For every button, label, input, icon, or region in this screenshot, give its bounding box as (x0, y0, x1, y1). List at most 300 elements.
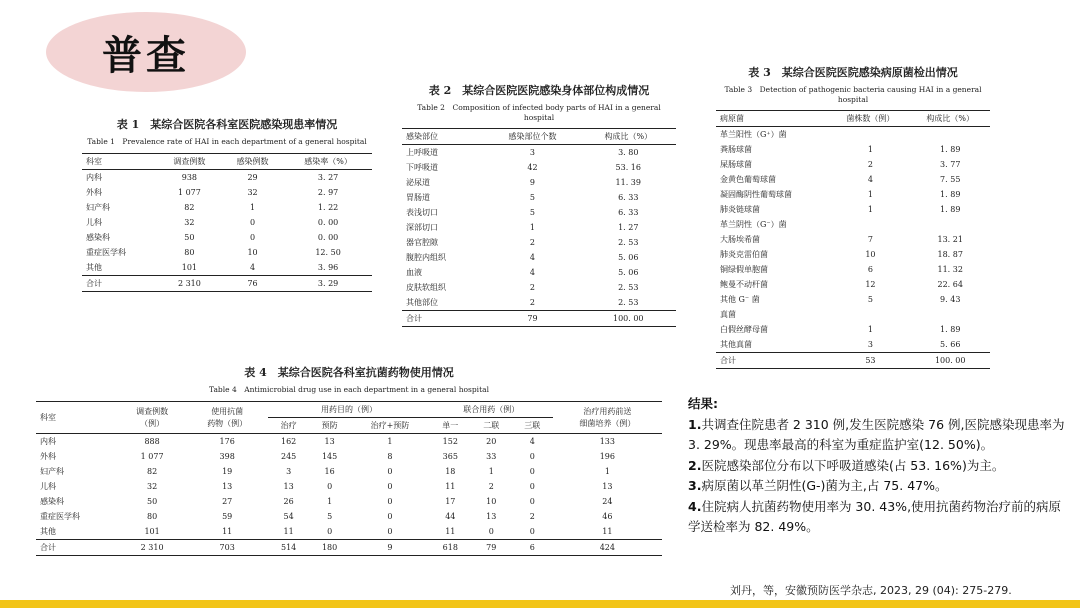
table-cell: 365 (442, 452, 458, 461)
table-cell: 妇产科 (40, 467, 64, 476)
table-cell: 5 (529, 193, 535, 202)
table-row (716, 127, 990, 143)
citation: 刘丹，等，安徽预防医学杂志, 2023, 29 (04): 275-279. (730, 584, 1012, 597)
table-row (716, 337, 990, 353)
table-cell: 17 (445, 497, 456, 506)
table-cell: 1 (529, 223, 535, 232)
table-row (716, 307, 990, 322)
table-cell: 儿科 (86, 218, 102, 227)
table-cell: 1 (867, 205, 873, 214)
table-cell: 其他真菌 (720, 340, 752, 349)
table-4-grid (36, 401, 662, 556)
table-cell: 10 (247, 248, 258, 257)
table-cell: 20 (486, 437, 497, 446)
table-1-header: 调查例数 (158, 154, 221, 170)
table-cell: 鲍曼不动杆菌 (720, 280, 768, 289)
table-cell: 10 (865, 250, 876, 259)
table-cell: 82 (184, 203, 195, 212)
result-number: 3. (688, 478, 702, 493)
table-cell: 29 (247, 173, 258, 182)
table-cell: 1 (867, 145, 873, 154)
table-cell: 4 (529, 437, 535, 446)
table-cell: 50 (146, 497, 158, 506)
table-cell: 145 (321, 452, 338, 461)
table-cell: 11. 39 (615, 178, 641, 187)
table-cell: 1 (604, 467, 610, 476)
table-cell: 7 (867, 235, 873, 244)
table-cell: 32 (184, 218, 195, 227)
table-cell: 133 (599, 437, 615, 446)
table-cell: 196 (599, 452, 615, 461)
table-row (716, 292, 990, 307)
table-cell: 外科 (40, 452, 56, 461)
table-cell: 合计 (36, 540, 118, 556)
table-cell: 26 (283, 497, 294, 506)
table-cell: 1 (488, 467, 494, 476)
table-row (716, 247, 990, 262)
table-cell: 2. 53 (618, 298, 639, 307)
table-row (36, 494, 662, 509)
table-cell: 514 (268, 540, 309, 556)
table-cell: 5 (529, 208, 535, 217)
table-cell: 50 (184, 233, 195, 242)
table-row (716, 172, 990, 187)
table-cell: 1. 89 (940, 190, 961, 199)
table-cell: 13 (324, 437, 335, 446)
table-cell: 真菌 (720, 310, 736, 319)
table-cell: 9. 43 (940, 295, 961, 304)
table-row (82, 200, 372, 215)
table-4-header-group: 联合用药（例） (430, 402, 553, 418)
slide-title-badge (46, 12, 246, 92)
result-item (688, 497, 1073, 538)
table-cell: 12. 50 (315, 248, 341, 257)
table-4-header (118, 402, 186, 434)
table-cell: 2 (529, 238, 535, 247)
table-cell: 粪肠球菌 (720, 145, 752, 154)
table-cell: 10 (486, 497, 497, 506)
table-cell: 9 (529, 178, 535, 187)
table-cell: 革兰阳性（G⁺）菌 (720, 130, 787, 139)
table-cell: 1 (867, 325, 873, 334)
table-2-header: 感染部位 (402, 129, 484, 145)
result-item (688, 456, 1073, 477)
results-panel (688, 394, 1073, 538)
table-cell: 13 (283, 482, 294, 491)
table-cell: 2 (529, 283, 535, 292)
table-cell: 3 (529, 148, 535, 157)
table-2-header: 构成比（%） (581, 129, 676, 145)
table-row (716, 217, 990, 232)
table-cell: 表浅切口 (406, 208, 438, 217)
table-cell: 101 (144, 527, 160, 536)
table-cell: 4 (529, 253, 535, 262)
table-cell: 重症医学科 (40, 512, 80, 521)
table-cell: 肺炎克雷伯菌 (720, 250, 768, 259)
table-cell: 76 (221, 276, 284, 292)
table-cell: 152 (442, 437, 458, 446)
table-cell: 5 (867, 295, 873, 304)
table-cell (830, 217, 910, 232)
table-1-header: 感染率（%） (284, 154, 372, 170)
table-cell: 白假丝酵母菌 (720, 325, 768, 334)
table-cell: 13 (486, 512, 497, 521)
table-row (402, 265, 676, 280)
table-2 (402, 82, 676, 327)
table-cell: 1 077 (177, 188, 201, 197)
table-row (716, 262, 990, 277)
table-3-grid (716, 110, 990, 369)
table-cell: 革兰阴性（G⁻）菌 (720, 220, 787, 229)
table-cell: 感染科 (40, 497, 64, 506)
table-cell: 1 077 (140, 452, 164, 461)
table-cell: 5. 06 (618, 268, 639, 277)
table-cell: 703 (186, 540, 268, 556)
table-cell: 重症医学科 (86, 248, 126, 257)
table-cell: 4 (529, 268, 535, 277)
table-cell: 12 (865, 280, 876, 289)
table-cell (910, 127, 990, 143)
table-row (402, 235, 676, 250)
results-heading: 结果: (688, 396, 718, 411)
result-item (688, 476, 1073, 497)
table-cell: 上呼吸道 (406, 148, 438, 157)
table-cell: 3. 27 (317, 173, 339, 182)
table-cell: 皮肤软组织 (406, 283, 446, 292)
table-cell: 80 (184, 248, 195, 257)
table-2-grid (402, 128, 676, 327)
table-cell: 180 (309, 540, 350, 556)
table-row (36, 464, 662, 479)
table-cell: 100. 00 (910, 353, 990, 369)
table-cell: 0 (387, 512, 393, 521)
table-cell: 下呼吸道 (406, 163, 438, 172)
table-cell: 11 (445, 527, 456, 536)
table-cell: 0 (327, 527, 333, 536)
result-text: 住院病人抗菌药物使用率为 30. 43%,使用抗菌药物治疗前的病原学送检率为 82. 49%。 (688, 498, 1062, 534)
table-4-subheader: 二联 (471, 418, 512, 434)
table-cell: 79 (471, 540, 512, 556)
table-total-row (716, 353, 990, 369)
table-cell: 13. 21 (937, 235, 963, 244)
table-4-caption-en: Table 4 Antimicrobial drug use in each department in a general hospital (209, 385, 489, 394)
table-cell: 2 310 (118, 540, 186, 556)
table-cell: 妇产科 (86, 203, 110, 212)
table-cell: 11 (602, 527, 613, 536)
table-row (402, 205, 676, 220)
table-cell: 0 (488, 527, 494, 536)
result-item (688, 415, 1073, 456)
table-cell: 感染科 (86, 233, 110, 242)
table-cell: 凝固酶阴性葡萄球菌 (720, 190, 792, 199)
table-row (82, 245, 372, 260)
table-cell (830, 307, 910, 322)
table-cell: 162 (281, 437, 297, 446)
table-cell: 100. 00 (581, 311, 676, 327)
table-3-caption: 表 3 某综合医院医院感染病原菌检出情况 (748, 66, 958, 79)
table-cell: 3. 80 (618, 148, 639, 157)
result-text: 病原菌以革兰阴性(G-)菌为主,占 75. 47%。 (701, 478, 948, 493)
table-4-header-line: 治疗用药前送 (583, 406, 632, 416)
table-cell: 3. 77 (940, 160, 961, 169)
table-cell: 59 (222, 512, 233, 521)
table-4-header-line: 调查例数 (136, 406, 169, 416)
table-cell: 0 (387, 497, 393, 506)
table-cell: 胃肠道 (406, 193, 430, 202)
table-row (82, 260, 372, 276)
table-cell: 46 (602, 512, 613, 521)
table-cell: 44 (445, 512, 456, 521)
table-cell: 0 (250, 233, 256, 242)
table-cell: 2. 53 (618, 238, 639, 247)
table-cell: 0 (529, 527, 535, 536)
table-cell: 外科 (86, 188, 102, 197)
table-cell: 53 (830, 353, 910, 369)
table-row (36, 524, 662, 540)
table-cell: 4 (250, 263, 256, 272)
table-cell: 大肠埃希菌 (720, 235, 760, 244)
table-total-row (402, 311, 676, 327)
table-cell: 101 (181, 263, 198, 272)
table-cell: 0 (529, 482, 535, 491)
table-cell: 24 (602, 497, 613, 506)
table-cell: 儿科 (40, 482, 56, 491)
table-cell: 16 (324, 467, 335, 476)
table-cell: 18 (445, 467, 456, 476)
table-row (402, 295, 676, 311)
table-cell: 深部切口 (406, 223, 438, 232)
table-cell: 金黄色葡萄球菌 (720, 175, 776, 184)
table-cell: 5 (327, 512, 333, 521)
table-cell: 1. 89 (940, 145, 961, 154)
table-row (82, 230, 372, 245)
table-cell: 398 (219, 452, 235, 461)
table-cell: 0 (529, 497, 535, 506)
table-cell: 938 (181, 173, 198, 182)
table-row (36, 509, 662, 524)
table-cell: 3. 96 (317, 263, 339, 272)
table-cell: 2. 53 (618, 283, 639, 292)
table-cell: 888 (144, 437, 160, 446)
table-cell: 3. 29 (284, 276, 372, 292)
table-row (716, 277, 990, 292)
table-1-caption: 表 1 某综合医院各科室医院感染现患率情况 (116, 118, 338, 131)
table-cell: 79 (484, 311, 580, 327)
table-total-row (82, 276, 372, 292)
table-cell: 合计 (402, 311, 484, 327)
table-row (82, 185, 372, 200)
table-cell: 53. 16 (615, 163, 641, 172)
table-cell: 1. 22 (317, 203, 339, 212)
table-4-header-line: （例） (140, 418, 165, 428)
table-cell: 0. 00 (317, 233, 339, 242)
table-row (36, 434, 662, 450)
table-cell: 血液 (406, 268, 422, 277)
table-cell: 0 (387, 482, 393, 491)
table-3-header: 构成比（%） (910, 111, 990, 127)
result-number: 1. (688, 416, 702, 432)
table-row (716, 322, 990, 337)
table-3-header: 病原菌 (716, 111, 830, 127)
table-2-caption: 表 2 某综合医院医院感染身体部位构成情况 (428, 84, 650, 97)
table-cell: 42 (527, 163, 538, 172)
table-cell: 0 (327, 482, 333, 491)
table-cell: 82 (146, 467, 158, 476)
table-cell: 13 (602, 482, 613, 491)
table-cell: 2 (488, 482, 494, 491)
table-cell: 19 (222, 467, 233, 476)
table-4-subheader: 治疗 (268, 418, 309, 434)
table-4-subheader: 预防 (309, 418, 350, 434)
slide-title: 普查 (102, 31, 190, 79)
table-cell: 合计 (716, 353, 830, 369)
table-cell (830, 127, 910, 143)
table-cell: 11 (283, 527, 294, 536)
result-number: 2. (688, 457, 702, 473)
table-cell: 6 (512, 540, 553, 556)
table-4-subheader: 单一 (430, 418, 471, 434)
table-cell: 1 (327, 497, 333, 506)
table-row (402, 160, 676, 175)
table-row (82, 215, 372, 230)
table-cell: 618 (430, 540, 471, 556)
table-cell: 3 (286, 467, 292, 476)
table-cell: 0 (387, 527, 393, 536)
table-cell: 1 (867, 190, 873, 199)
table-row (402, 220, 676, 235)
table-cell: 1. 27 (618, 223, 639, 232)
table-cell: 1. 89 (940, 325, 961, 334)
result-text: 共调查住院患者 2 310 例,发生医院感染 76 例,医院感染现患率为3. 29%。现患率最高的科室为重症监护室(12. 50%)。 (688, 416, 1065, 452)
table-cell: 32 (146, 482, 158, 491)
table-cell: 32 (247, 188, 258, 197)
table-4-header-line: 使用抗菌 (211, 406, 244, 416)
table-row (402, 190, 676, 205)
table-cell (910, 217, 990, 232)
table-4-header: 科室 (36, 402, 118, 434)
table-cell: 4 (867, 175, 873, 184)
table-row (402, 280, 676, 295)
table-cell: 0 (387, 467, 393, 476)
bottom-accent-bar (0, 600, 1080, 608)
table-row (716, 232, 990, 247)
table-cell: 合计 (82, 276, 158, 292)
table-cell: 2 (529, 512, 535, 521)
table-cell: 0 (250, 218, 256, 227)
table-cell: 1 (250, 203, 256, 212)
table-1-grid (82, 153, 372, 292)
table-cell: 2. 97 (317, 188, 339, 197)
table-1-header: 科室 (82, 154, 158, 170)
table-1-header: 感染例数 (221, 154, 284, 170)
table-cell: 5. 66 (940, 340, 961, 349)
table-cell: 13 (222, 482, 233, 491)
table-cell: 腹腔内组织 (406, 253, 446, 262)
table-row (36, 479, 662, 494)
table-cell: 33 (486, 452, 497, 461)
table-cell: 3 (867, 340, 873, 349)
result-text: 医院感染部位分布以下呼吸道感染(占 53. 16%)为主。 (701, 457, 1005, 473)
table-1 (82, 116, 372, 292)
table-cell: 铜绿假单胞菌 (720, 265, 768, 274)
table-cell: 2 310 (158, 276, 221, 292)
table-3-header: 菌株数（例） (830, 111, 910, 127)
table-row (402, 175, 676, 190)
table-row (402, 250, 676, 265)
table-cell: 内科 (86, 173, 102, 182)
table-4-header-line: 细菌培养（例） (579, 418, 636, 428)
table-cell: 1 (387, 437, 393, 446)
table-cell: 其他部位 (406, 298, 438, 307)
table-cell: 2 (529, 298, 535, 307)
table-cell: 9 (350, 540, 430, 556)
table-cell: 54 (283, 512, 294, 521)
table-1-caption-en: Table 1 Prevalence rate of HAI in each department of a general hospital (87, 137, 367, 146)
table-cell: 7. 55 (940, 175, 961, 184)
table-cell: 其他 (86, 263, 102, 272)
result-number: 4. (688, 498, 702, 514)
table-4-header-line: 药物（例） (207, 418, 248, 428)
table-cell: 11. 32 (937, 265, 963, 274)
table-cell: 6 (867, 265, 873, 274)
table-cell: 肺炎链球菌 (720, 205, 760, 214)
table-cell: 6. 33 (618, 208, 639, 217)
table-cell: 2 (867, 160, 873, 169)
table-cell: 176 (219, 437, 235, 446)
table-cell: 其他 (40, 527, 56, 536)
table-4-subheader: 三联 (512, 418, 553, 434)
table-cell: 245 (281, 452, 297, 461)
table-cell: 0 (529, 467, 535, 476)
table-cell: 424 (553, 540, 662, 556)
table-cell: 其他 G⁻ 菌 (720, 295, 760, 304)
table-cell: 5. 06 (618, 253, 639, 262)
table-2-caption-en: Table 2 Composition of infected body parts of HAI in a general hospital (417, 103, 661, 122)
table-cell: 内科 (40, 437, 56, 446)
table-row (402, 145, 676, 161)
table-3-caption-en: Table 3 Detection of pathogenic bacteria causing HAI in a general hospital (724, 85, 982, 104)
table-row (36, 449, 662, 464)
table-3 (716, 64, 990, 369)
table-cell (910, 307, 990, 322)
table-cell: 11 (445, 482, 456, 491)
table-cell: 泌尿道 (406, 178, 430, 187)
table-row (82, 170, 372, 186)
table-cell: 屎肠球菌 (720, 160, 752, 169)
table-cell: 器官腔隙 (406, 238, 438, 247)
table-cell: 6. 33 (618, 193, 639, 202)
table-cell: 8 (387, 452, 393, 461)
table-4-header (553, 402, 662, 434)
table-4-header (186, 402, 268, 434)
table-4 (36, 364, 662, 556)
table-cell: 80 (146, 512, 158, 521)
table-row (716, 187, 990, 202)
table-cell: 0. 00 (317, 218, 339, 227)
table-cell: 0 (529, 452, 535, 461)
table-row (716, 142, 990, 157)
table-cell: 1. 89 (940, 205, 961, 214)
table-4-caption: 表 4 某综合医院各科室抗菌药物使用情况 (244, 366, 454, 379)
table-cell: 22. 64 (937, 280, 963, 289)
table-row (716, 157, 990, 172)
table-cell: 27 (222, 497, 233, 506)
table-total-row (36, 540, 662, 556)
table-2-header: 感染部位个数 (484, 129, 580, 145)
table-4-header-group: 用药目的（例） (268, 402, 430, 418)
table-cell: 11 (222, 527, 233, 536)
table-row (716, 202, 990, 217)
